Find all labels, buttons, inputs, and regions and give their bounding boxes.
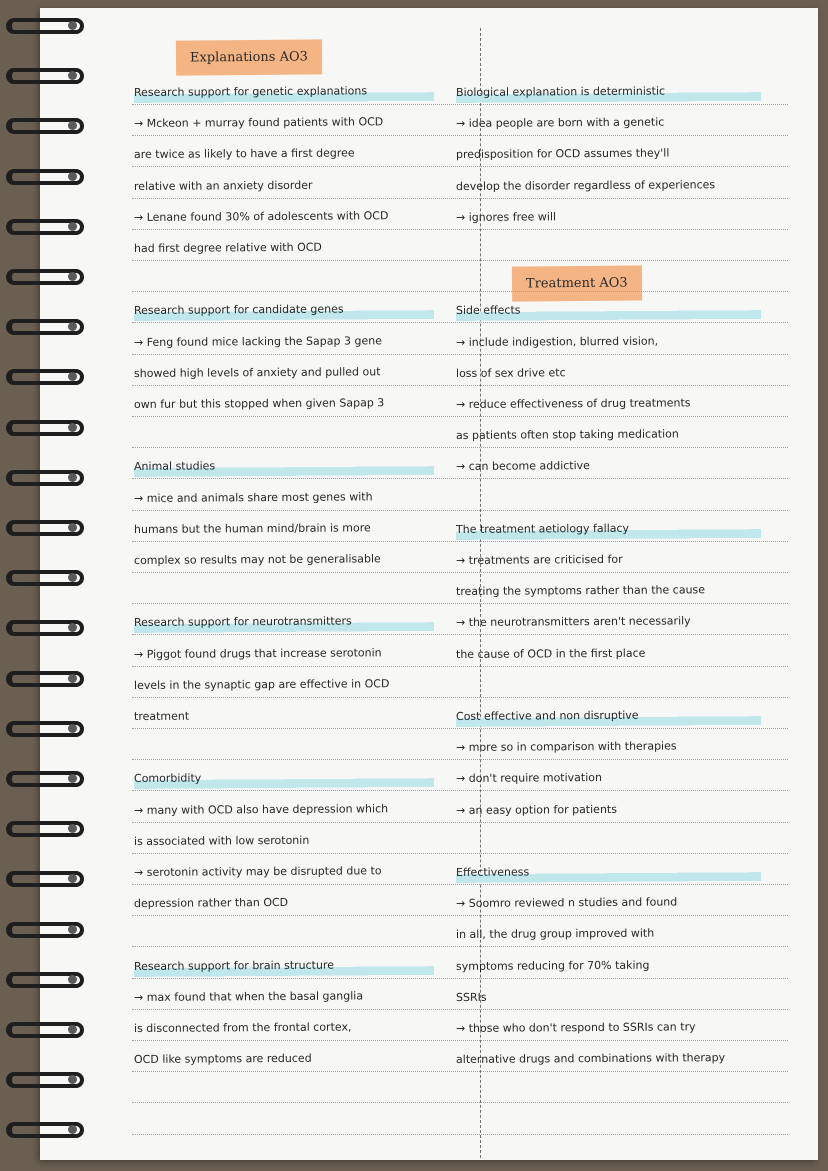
note-line: OCD like symptoms are reduced <box>133 1051 312 1067</box>
note-line: → ignores free will <box>455 210 557 224</box>
spiral-coil <box>6 767 88 793</box>
spiral-coil <box>6 315 88 341</box>
ruled-line <box>132 915 788 916</box>
note-line: → idea people are born with a genetic <box>455 115 665 131</box>
note-subheading: Biological explanation is deterministic <box>456 78 761 106</box>
note-line: in all, the drug group improved with <box>455 927 655 942</box>
note-line <box>134 920 434 948</box>
note-subheading: Research support for neurotransmitters <box>134 608 434 636</box>
spiral-coil <box>6 265 88 291</box>
ruled-line <box>132 978 788 979</box>
note-line: → can become addictive <box>455 459 590 474</box>
note-line <box>134 265 434 293</box>
ruled-line <box>132 229 788 230</box>
spiral-coil <box>6 1018 88 1044</box>
spiral-coil <box>6 114 88 140</box>
notebook-page <box>40 8 818 1160</box>
ruled-line <box>132 104 788 105</box>
note-line <box>134 577 434 605</box>
note-line: SSRIs <box>455 990 487 1004</box>
spiral-coil <box>6 1068 88 1094</box>
note-line: loss of sex drive etc <box>455 366 566 380</box>
note-line: as patients often stop taking medication <box>455 427 679 443</box>
note-line: complex so results may not be generalisable <box>133 552 381 567</box>
spiral-coil <box>6 867 88 893</box>
note-line: the cause of OCD in the first place <box>455 646 646 661</box>
ruled-line <box>132 666 788 667</box>
spiral-coil <box>6 416 88 442</box>
ruled-line <box>132 198 788 199</box>
note-subheading: Cost effective and non disruptive <box>456 702 761 730</box>
note-line: are twice as likely to have a first degree <box>133 146 355 162</box>
note-line: → mice and animals share most genes with <box>133 489 373 505</box>
ruled-line <box>132 603 788 604</box>
ruled-line <box>132 790 788 791</box>
spiral-coil <box>6 667 88 693</box>
spiral-coil <box>6 1118 88 1144</box>
note-line: → the neurotransmitters aren't necessarily <box>455 614 691 630</box>
ruled-line <box>132 634 788 635</box>
note-line: → Mckeon + murray found patients with OCD <box>133 115 384 131</box>
spiral-coil <box>6 215 88 241</box>
ruled-line <box>132 291 788 292</box>
spiral-coil <box>6 14 88 40</box>
note-line: → don't require motivation <box>455 771 603 786</box>
ruled-line <box>132 853 788 854</box>
note-line: levels in the synaptic gap are effective in OCD <box>133 677 390 692</box>
note-line: predisposition for OCD assumes they'll <box>455 146 670 162</box>
note-line: → Feng found mice lacking the Sapap 3 gene <box>133 333 382 349</box>
note-subheading: Research support for brain structure <box>134 951 434 979</box>
note-line: alternative drugs and combinations with therapy <box>455 1051 726 1067</box>
ruled-line <box>132 1071 788 1072</box>
note-line: → many with OCD also have depression which <box>133 801 389 817</box>
ruled-line <box>132 260 788 261</box>
note-line <box>456 827 761 855</box>
ruled-line <box>132 447 788 448</box>
spiral-coil <box>6 466 88 492</box>
ruled-line <box>132 541 788 542</box>
note-line: own fur but this stopped when given Sapap 3 <box>133 396 385 411</box>
ruled-line <box>132 1040 788 1041</box>
note-line: develop the disorder regardless of experiences <box>455 177 716 193</box>
note-subheading: Effectiveness <box>456 858 761 886</box>
note-line <box>456 234 761 262</box>
note-line: → Soomro reviewed n studies and found <box>455 895 678 911</box>
ruled-line <box>132 322 788 323</box>
note-line: → include indigestion, blurred vision, <box>455 334 659 349</box>
note-subheading: Animal studies <box>134 452 434 480</box>
ruled-line <box>132 759 788 760</box>
ruled-line <box>132 1102 788 1103</box>
ruled-line <box>132 697 788 698</box>
note-line: → more so in comparison with therapies <box>455 739 677 755</box>
note-subheading: Side effects <box>456 296 761 324</box>
note-line <box>134 733 434 761</box>
ruled-line <box>132 822 788 823</box>
spiral-coil <box>6 165 88 191</box>
spiral-coil <box>6 365 88 391</box>
ruled-line <box>132 166 788 167</box>
note-line: → treatments are criticised for <box>455 552 623 567</box>
ruled-line <box>132 510 788 511</box>
ruled-line <box>132 354 788 355</box>
explanations-heading: Explanations AO3 <box>176 39 322 75</box>
note-line: relative with an anxiety disorder <box>133 178 313 193</box>
note-line: had first degree relative with OCD <box>133 240 322 255</box>
note-line: treatment <box>133 709 190 723</box>
note-line: → Lenane found 30% of adolescents with OCD <box>133 209 389 224</box>
spiral-coil <box>6 566 88 592</box>
ruled-line <box>132 572 788 573</box>
note-subheading: The treatment aetiology fallacy <box>456 515 761 543</box>
spiral-coil <box>6 817 88 843</box>
note-line: → max found that when the basal ganglia <box>133 989 364 1004</box>
note-line: treating the symptoms rather than the cause <box>455 583 706 599</box>
spiral-coil <box>6 717 88 743</box>
note-line: showed high levels of anxiety and pulled out <box>133 365 381 380</box>
note-line <box>456 671 761 699</box>
spiral-coil <box>6 616 88 642</box>
note-subheading: Research support for candidate genes <box>134 296 434 324</box>
note-subheading: Comorbidity <box>134 764 434 792</box>
note-line: → serotonin activity may be disrupted due to <box>133 864 382 879</box>
note-line <box>456 483 761 511</box>
ruled-line <box>132 1009 788 1010</box>
spiral-coil <box>6 516 88 542</box>
ruled-line <box>132 385 788 386</box>
ruled-line <box>132 478 788 479</box>
ruled-line <box>132 416 788 417</box>
note-line: symptoms reducing for 70% taking <box>455 958 650 973</box>
ruled-line <box>132 946 788 947</box>
spiral-coil <box>6 968 88 994</box>
note-line: humans but the human mind/brain is more <box>133 521 371 536</box>
note-line: → Piggot found drugs that increase serotonin <box>133 645 382 661</box>
note-line: → those who don't respond to SSRIs can try <box>455 1020 696 1035</box>
treatment-heading: Treatment AO3 <box>512 265 642 301</box>
ruled-line <box>132 884 788 885</box>
note-subheading: Research support for genetic explanations <box>134 78 434 106</box>
note-line <box>134 421 434 449</box>
spiral-coil <box>6 64 88 90</box>
note-line: → reduce effectiveness of drug treatments <box>455 396 691 411</box>
ruled-line <box>132 135 788 136</box>
spiral-coil <box>6 918 88 944</box>
note-line: is disconnected from the frontal cortex, <box>133 1020 352 1035</box>
note-line: is associated with low serotonin <box>133 833 310 848</box>
ruled-line <box>132 728 788 729</box>
note-line <box>456 265 761 293</box>
ruled-line <box>132 1134 788 1135</box>
note-line: → an easy option for patients <box>455 802 617 817</box>
note-line: depression rather than OCD <box>133 896 289 911</box>
